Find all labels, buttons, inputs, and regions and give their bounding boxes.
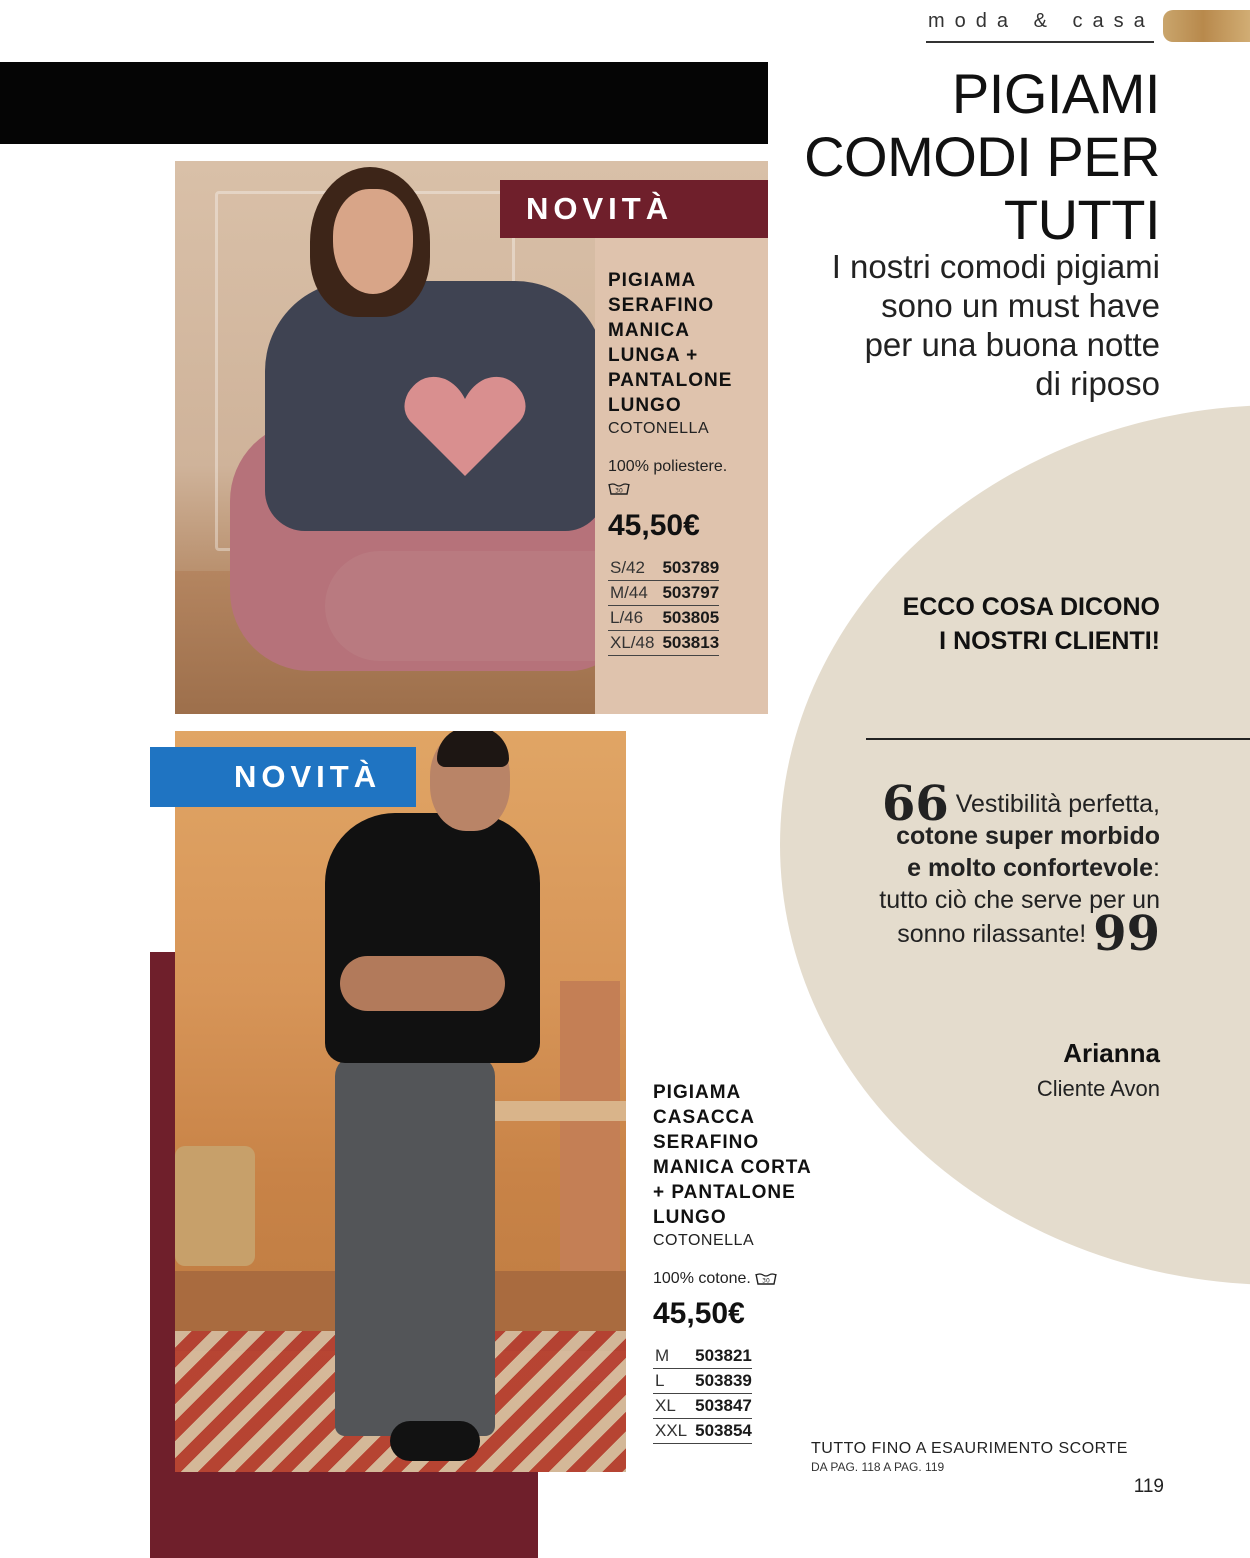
product-info-casacca — [653, 1080, 853, 1444]
pillar-capital — [490, 1101, 626, 1121]
testimonial-heading — [840, 590, 1160, 658]
wash-30-icon — [608, 482, 630, 496]
product-code: 503813 — [658, 631, 719, 656]
size-row — [653, 1394, 752, 1419]
subtitle-line: I nostri comodi pigiami — [831, 248, 1160, 285]
size-row — [653, 1419, 752, 1444]
product-name-line: MANICA — [608, 320, 690, 341]
product-brand: COTONELLA — [608, 420, 710, 437]
title-line: TUTTI — [1003, 188, 1160, 251]
product-name-line: LUNGO — [608, 395, 682, 416]
product-name-line: SERAFINO — [608, 295, 715, 316]
size-label: M/44 — [608, 581, 658, 606]
subtitle-line: di riposo — [1035, 365, 1160, 402]
size-label: XL — [653, 1394, 691, 1419]
quote-colon: : — [1153, 854, 1160, 882]
crossed-arms — [340, 956, 505, 1011]
size-row — [608, 606, 719, 631]
black-socks — [390, 1421, 480, 1461]
product-name-line: CASACCA — [653, 1107, 755, 1128]
product-code: 503821 — [691, 1344, 752, 1369]
product-price: 45,50€ — [608, 509, 700, 542]
gilded-chair — [175, 1146, 255, 1266]
page-subtitle — [760, 247, 1160, 403]
heart-print-icon — [400, 371, 530, 481]
testimonial-author: Arianna — [1063, 1038, 1160, 1068]
product-info-serafino-long — [608, 268, 768, 656]
size-row — [608, 631, 719, 656]
woman-face — [333, 189, 413, 294]
page-title — [740, 62, 1160, 251]
size-label: XXL — [653, 1419, 691, 1444]
product-name-line: MANICA CORTA — [653, 1157, 812, 1178]
product-brand: COTONELLA — [653, 1232, 755, 1249]
size-row — [653, 1369, 752, 1394]
man-hair — [437, 731, 509, 767]
subtitle-line: per una buona notte — [864, 326, 1160, 363]
product-code: 503839 — [691, 1369, 752, 1394]
size-label: L — [653, 1369, 691, 1394]
product-material: 100% poliestere. — [608, 458, 728, 475]
product-code: 503805 — [658, 606, 719, 631]
size-label: L/46 — [608, 606, 658, 631]
quote-bold-text: cotone super morbido — [896, 822, 1160, 850]
size-label: S/42 — [608, 556, 658, 581]
size-row — [608, 581, 719, 606]
testimonial-divider — [866, 738, 1250, 740]
size-label: M — [653, 1344, 691, 1369]
product-name — [653, 1080, 853, 1230]
product-price: 45,50€ — [653, 1297, 745, 1330]
stock-note: TUTTO FINO A ESAURIMENTO SCORTE — [811, 1440, 1128, 1457]
quote-text: sonno rilassante! — [897, 920, 1087, 948]
size-row — [653, 1344, 752, 1369]
size-label: XL/48 — [608, 631, 658, 656]
testimonial-author-role: Cliente Avon — [1036, 1076, 1160, 1101]
product-code: 503797 — [658, 581, 719, 606]
novita-badge: NOVITÀ — [500, 180, 768, 238]
heading-line: I NOSTRI CLIENTI! — [939, 627, 1160, 655]
title-line: PIGIAMI — [951, 62, 1160, 125]
product-name-line: SERAFINO — [653, 1132, 760, 1153]
product-name-line: PIGIAMA — [608, 270, 697, 291]
product-material: 100% cotone. — [653, 1270, 751, 1287]
gold-tab — [1163, 10, 1250, 42]
open-quote-icon: 66 — [881, 776, 949, 832]
product-code: 503854 — [691, 1419, 752, 1444]
product-photo-man-pajama — [175, 731, 626, 1472]
black-tshirt — [325, 813, 540, 1063]
black-banner-bar — [0, 62, 768, 144]
quote-text: Vestibilità perfetta, — [955, 790, 1160, 818]
quote-bold-text: e molto confortevole — [907, 854, 1154, 882]
product-name-line: LUNGA + — [608, 345, 699, 366]
subtitle-line: sono un must have — [881, 287, 1160, 324]
section-underline — [926, 41, 1154, 43]
size-code-table — [653, 1344, 752, 1444]
product-name — [608, 268, 768, 418]
heading-line: ECCO COSA DICONO — [902, 593, 1160, 621]
title-line: COMODI PER — [804, 125, 1160, 188]
product-code: 503789 — [658, 556, 719, 581]
svg-text:30: 30 — [615, 487, 623, 495]
product-name-line: PIGIAMA — [653, 1082, 742, 1103]
page-range-note: DA PAG. 118 A PAG. 119 — [811, 1460, 945, 1474]
size-row — [608, 556, 719, 581]
novita-badge: NOVITÀ — [150, 747, 416, 807]
page-number: 119 — [1133, 1476, 1164, 1497]
product-name-line: + PANTALONE — [653, 1182, 796, 1203]
svg-text:30: 30 — [762, 1277, 771, 1285]
quote-text: tutto ciò che serve per un — [879, 886, 1160, 914]
section-label: moda & casa — [928, 10, 1155, 32]
testimonial-quote — [800, 776, 1160, 962]
product-name-line: PANTALONE — [608, 370, 733, 391]
size-code-table — [608, 556, 719, 656]
product-name-line: LUNGO — [653, 1207, 727, 1228]
wash-30-icon — [755, 1272, 777, 1286]
product-code: 503847 — [691, 1394, 752, 1419]
close-quote-icon: 99 — [1093, 906, 1160, 962]
grey-pants — [335, 1056, 495, 1436]
